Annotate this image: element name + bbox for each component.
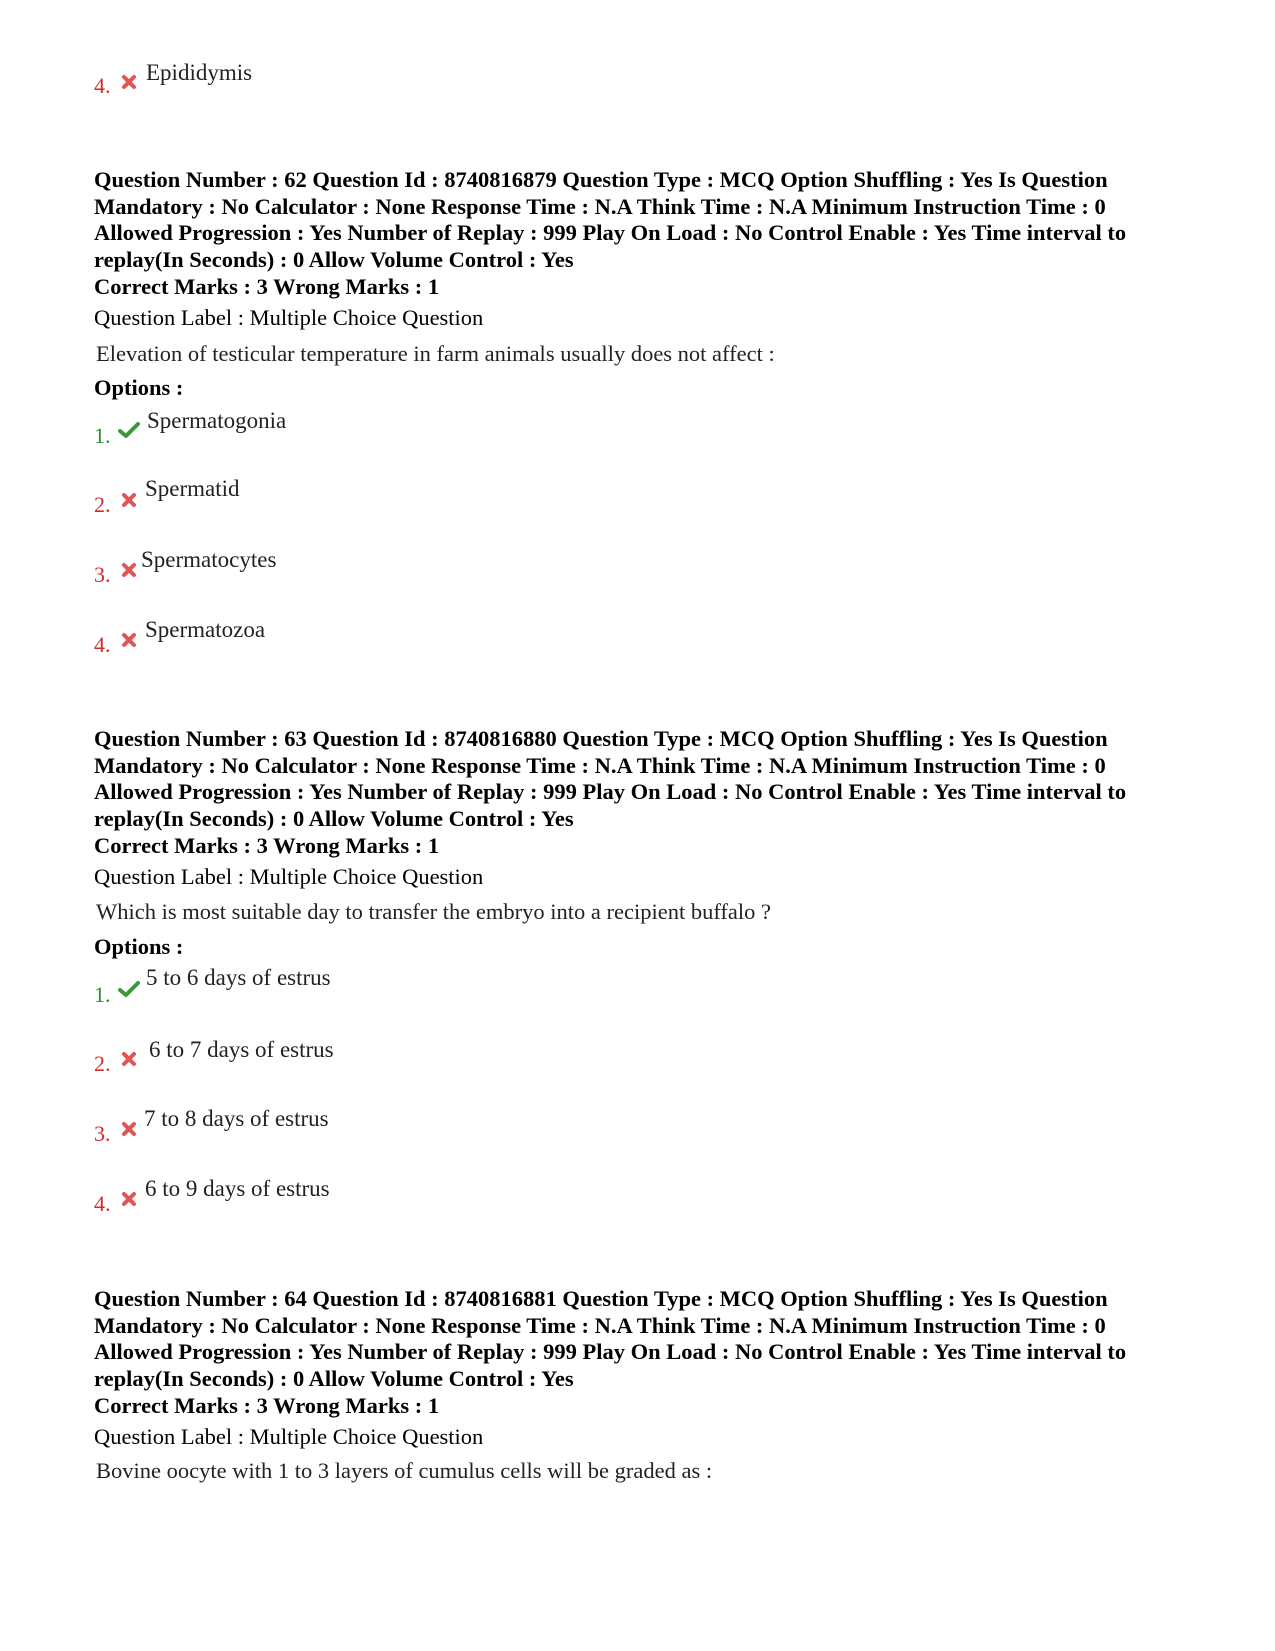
meta-line: replay(In Seconds) : 0 Allow Volume Control : Yes xyxy=(94,1365,574,1391)
option-number: 2. xyxy=(94,1051,111,1076)
question-meta xyxy=(94,1286,1204,1392)
option-text: 6 to 7 days of estrus xyxy=(149,1037,334,1062)
option-text: 5 to 6 days of estrus xyxy=(146,965,331,990)
question-label: Question Label : Multiple Choice Question xyxy=(94,864,484,889)
options-heading: Options : xyxy=(94,934,184,959)
question-marks: Correct Marks : 3 Wrong Marks : 1 xyxy=(94,274,440,299)
meta-line: Allowed Progression : Yes Number of Replay : 999 Play On Load : No Control Enable : Yes Time interval to xyxy=(94,1339,1127,1364)
options-heading: Options : xyxy=(94,375,184,400)
meta-line: Question Number : 62 Question Id : 8740816879 Question Type : MCQ Option Shuffling : Yes Is Question xyxy=(94,167,1108,192)
meta-line: replay(In Seconds) : 0 Allow Volume Control : Yes xyxy=(94,805,574,831)
cross-icon xyxy=(118,631,140,649)
question-meta xyxy=(94,726,1204,832)
option-text: Epididymis xyxy=(146,60,253,85)
option-number: 3. xyxy=(94,1121,111,1146)
cross-icon xyxy=(118,73,140,91)
option-number: 1. xyxy=(94,982,111,1007)
option-number: 4. xyxy=(94,73,111,98)
option-number: 2. xyxy=(94,492,111,517)
meta-line: Allowed Progression : Yes Number of Replay : 999 Play On Load : No Control Enable : Yes Time interval to xyxy=(94,220,1127,245)
option-text: 6 to 9 days of estrus xyxy=(145,1176,330,1201)
question-marks: Correct Marks : 3 Wrong Marks : 1 xyxy=(94,833,440,858)
option-text: Spermatid xyxy=(145,476,240,501)
question-label: Question Label : Multiple Choice Question xyxy=(94,1424,484,1449)
meta-line: Question Number : 63 Question Id : 8740816880 Question Type : MCQ Option Shuffling : Yes Is Question xyxy=(94,726,1108,751)
question-marks: Correct Marks : 3 Wrong Marks : 1 xyxy=(94,1393,440,1418)
check-icon xyxy=(118,421,140,439)
question-text: Bovine oocyte with 1 to 3 layers of cumulus cells will be graded as : xyxy=(96,1458,713,1483)
question-meta xyxy=(94,167,1204,273)
cross-icon xyxy=(118,491,140,509)
option-number: 3. xyxy=(94,562,111,587)
cross-icon xyxy=(118,1050,140,1068)
meta-line: replay(In Seconds) : 0 Allow Volume Control : Yes xyxy=(94,246,574,272)
meta-line: Question Number : 64 Question Id : 8740816881 Question Type : MCQ Option Shuffling : Yes Is Question xyxy=(94,1286,1108,1311)
question-label: Question Label : Multiple Choice Question xyxy=(94,305,484,330)
cross-icon xyxy=(118,1190,140,1208)
option-text: 7 to 8 days of estrus xyxy=(144,1106,329,1131)
option-text: Spermatogonia xyxy=(147,408,287,433)
option-text: Spermatozoa xyxy=(145,617,266,642)
cross-icon xyxy=(118,561,140,579)
check-icon xyxy=(118,980,140,998)
meta-line: Mandatory : No Calculator : None Response Time : N.A Think Time : N.A Minimum Instruction Time : 0 xyxy=(94,1312,1106,1338)
meta-line: Mandatory : No Calculator : None Response Time : N.A Think Time : N.A Minimum Instruction Time : 0 xyxy=(94,752,1106,778)
option-text: Spermatocytes xyxy=(141,547,277,572)
option-number: 4. xyxy=(94,632,111,657)
meta-line: Mandatory : No Calculator : None Response Time : N.A Think Time : N.A Minimum Instruction Time : 0 xyxy=(94,193,1106,219)
question-text: Which is most suitable day to transfer the embryo into a recipient buffalo ? xyxy=(96,899,772,924)
option-number: 4. xyxy=(94,1191,111,1216)
cross-icon xyxy=(118,1120,140,1138)
meta-line: Allowed Progression : Yes Number of Replay : 999 Play On Load : No Control Enable : Yes Time interval to xyxy=(94,779,1127,804)
question-text: Elevation of testicular temperature in farm animals usually does not affect : xyxy=(96,341,775,366)
option-number: 1. xyxy=(94,423,111,448)
